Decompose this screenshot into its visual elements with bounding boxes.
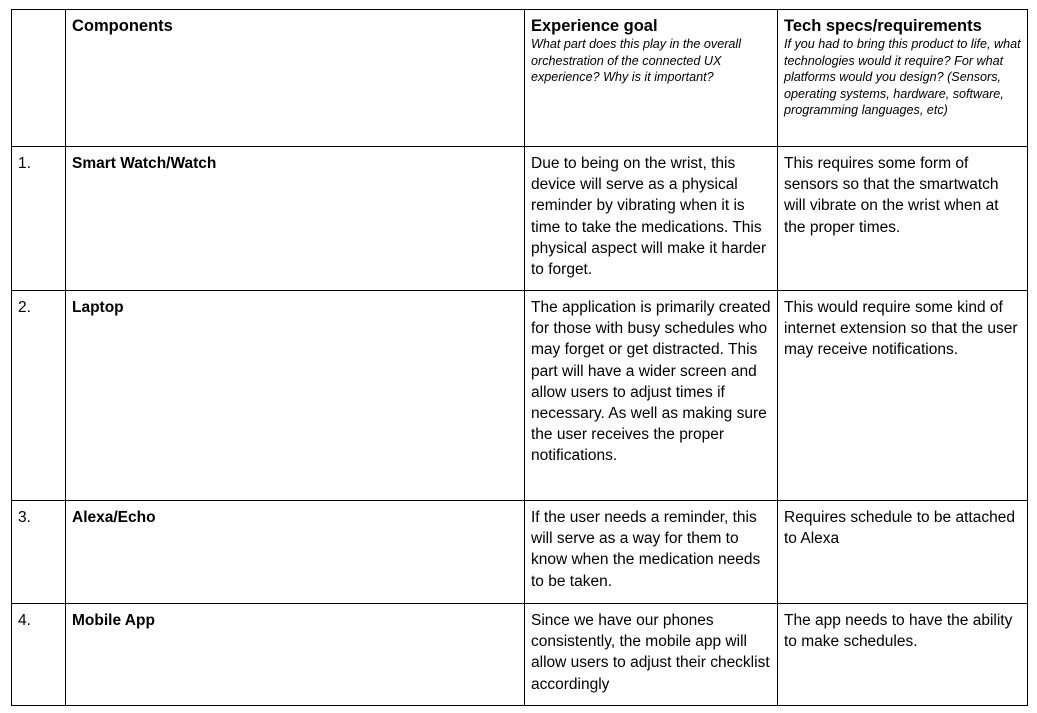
header-goal-cell bbox=[525, 10, 778, 147]
header-num-cell bbox=[12, 10, 66, 147]
experience-goal-cell: The application is primarily created for those with busy schedules who may forget or get distracted. This part will have a wider screen and allow users to adjust times if necessary. As well as making sure the user receives the proper notifications. bbox=[525, 291, 778, 501]
row-number: 4. bbox=[12, 604, 66, 706]
experience-goal-cell: If the user needs a reminder, this will serve as a way for them to know when the medication needs to be taken. bbox=[525, 501, 778, 604]
experience-goal-description: What part does this play in the overall orchestration of the connected UX experience? Why is it important? bbox=[531, 37, 742, 85]
component-name: Alexa/Echo bbox=[66, 501, 525, 604]
tech-specs-cell: The app needs to have the ability to make schedules. bbox=[778, 604, 1028, 706]
tech-specs-heading: Tech specs/requirements bbox=[784, 17, 982, 35]
components-table bbox=[11, 9, 1028, 706]
row-number: 1. bbox=[12, 147, 66, 291]
experience-goal-cell: Due to being on the wrist, this device will serve as a physical reminder by vibrating when it is time to take the medications. This physical aspect will make it harder to forget. bbox=[525, 147, 778, 291]
header-tech-cell bbox=[778, 10, 1028, 147]
table-row bbox=[12, 604, 1028, 706]
component-name: Mobile App bbox=[66, 604, 525, 706]
component-name: Smart Watch/Watch bbox=[66, 147, 525, 291]
header-row bbox=[12, 10, 1028, 147]
table-row bbox=[12, 147, 1028, 291]
component-name: Laptop bbox=[66, 291, 525, 501]
experience-goal-cell: Since we have our phones consistently, the mobile app will allow users to adjust their checklist accordingly bbox=[525, 604, 778, 706]
tech-specs-cell: Requires schedule to be attached to Alexa bbox=[778, 501, 1028, 604]
experience-goal-heading: Experience goal bbox=[531, 17, 658, 35]
row-number: 3. bbox=[12, 501, 66, 604]
tech-specs-description: If you had to bring this product to life, what technologies would it require? For what platforms would you design? (Sensors, operating systems, hardware, software, programming languages, etc) bbox=[784, 37, 1021, 118]
table-row bbox=[12, 501, 1028, 604]
components-heading: Components bbox=[72, 17, 173, 35]
tech-specs-cell: This requires some form of sensors so that the smartwatch will vibrate on the wrist when at the proper times. bbox=[778, 147, 1028, 291]
table-row bbox=[12, 291, 1028, 501]
tech-specs-cell: This would require some kind of internet extension so that the user may receive notifications. bbox=[778, 291, 1028, 501]
row-number: 2. bbox=[12, 291, 66, 501]
header-components-cell bbox=[66, 10, 525, 147]
